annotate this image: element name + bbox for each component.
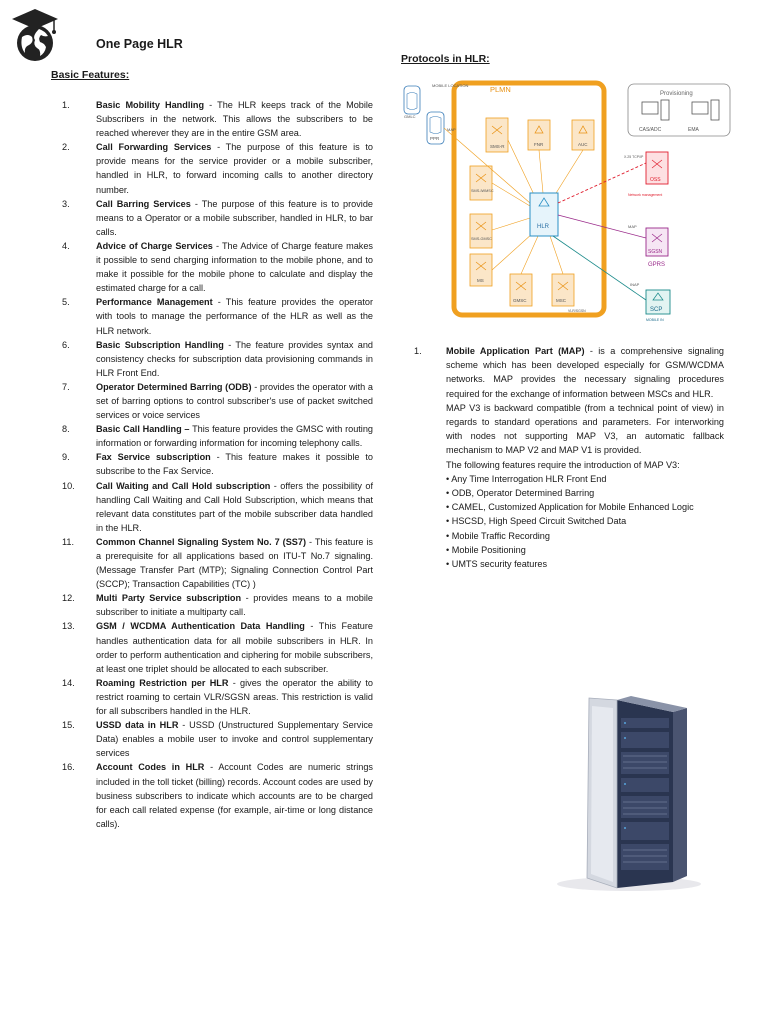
list-item: • UMTS security features: [446, 559, 548, 570]
sms-iwmsc-label: SMS-IWMSC: [471, 189, 494, 193]
feature-number: 14.: [62, 677, 75, 688]
basic-features-list: [62, 98, 373, 831]
map-v3-feature-list: [446, 472, 724, 571]
feature-title: Account Codes in HLR: [96, 762, 205, 773]
ms-label: MS: [477, 278, 484, 283]
feature-item: [62, 338, 373, 380]
auc-label: AUC: [578, 142, 588, 147]
feature-text: - The HLR keeps track of the Mobile Subscribers in the network. This allows the subscribers to be reached wherever they are in the entire GSM area.: [96, 100, 374, 139]
svg-text:INAP: INAP: [630, 282, 640, 287]
feature-title: Performance Management: [96, 297, 213, 308]
feature-number: 16.: [62, 762, 75, 773]
feature-title: Roaming Restriction per HLR: [96, 677, 229, 688]
feature-number: 15.: [62, 720, 75, 731]
mobile-location-label: MOBILE LOCATION: [432, 83, 469, 88]
feature-text: - This feature provides the operator with tools to manage the performance of the HLR as well as the HLR network.: [96, 297, 373, 336]
feature-title: Operator Determined Barring (ODB): [96, 381, 252, 392]
feature-number: 5.: [62, 297, 70, 308]
server-rack-image: [549, 692, 703, 892]
feature-title: Call Forwarding Services: [96, 142, 212, 153]
document-title: One Page HLR: [96, 37, 183, 51]
smsr-label: SMS-R: [490, 144, 505, 149]
feature-item: [62, 239, 373, 295]
gmsc-label: GMSC: [513, 298, 527, 303]
ppr-label: PPR: [430, 136, 440, 141]
feature-text: - provides means to a mobile subscriber to initiate a multiparty call.: [96, 593, 373, 618]
svg-text:MAP: MAP: [447, 127, 456, 132]
feature-item: [62, 591, 373, 619]
feature-number: 10.: [62, 480, 75, 491]
map-bullets-intro: The following features require the introduction of MAP V3:: [446, 459, 680, 470]
list-item: • CAMEL, Customized Application for Mobile Enhanced Logic: [446, 502, 694, 513]
sms-iwmsc-node: [470, 166, 492, 200]
scp-label: SCP: [650, 307, 663, 313]
list-item: • HSCSD, High Speed Circuit Switched Data: [446, 516, 627, 527]
feature-text: - The feature provides syntax and consistency checks for subscription data provisioning commands in HLR Front End.: [96, 339, 374, 378]
svg-text:X.25 TCP/IP: X.25 TCP/IP: [624, 155, 644, 159]
feature-title: USSD data in HLR: [96, 720, 179, 731]
cas-adc-label: CAS/ADC: [639, 127, 662, 133]
hlr-label: HLR: [537, 224, 550, 230]
plmn-label: PLMN: [490, 85, 511, 94]
feature-number: 2.: [62, 142, 70, 153]
gmlc-label: GMLC: [404, 114, 416, 119]
feature-item: [62, 380, 373, 422]
feature-item: [62, 479, 373, 535]
feature-text: - This Feature handles authentication data for all mobile subscribers in HLR. In order to perform authentication and ciphering for mobile subscribers, at least one triplet should be allocated to each subscriber.: [96, 621, 373, 674]
feature-item: [62, 718, 373, 760]
feature-title: Basic Call Handling –: [96, 424, 190, 435]
feature-number: 9.: [62, 452, 70, 463]
feature-text: - The purpose of this feature is to provide means to a Operator or a mobile subscriber, handled in HLR, to bar calls.: [96, 198, 373, 237]
feature-title: Fax Service subscription: [96, 452, 211, 463]
feature-number: 4.: [62, 240, 70, 251]
feature-item: [62, 760, 373, 830]
network-mgmt-label: Network management: [628, 193, 663, 197]
feature-title: Call Barring Services: [96, 198, 191, 209]
feature-text: - This feature makes it possible to subscribe to the Fax Service.: [96, 452, 373, 477]
msc-label: MSC: [556, 298, 566, 303]
feature-title: Advice of Charge Services: [96, 240, 213, 251]
feature-number: 13.: [62, 621, 75, 632]
feature-text: - The purpose of this feature is to provide means for the service provider or a mobile subscriber, handled in HLR, to forward incoming calls to another directory number.: [96, 142, 373, 195]
list-item: • Any Time Interrogation HLR Front End: [446, 473, 607, 484]
feature-item: [62, 295, 373, 337]
feature-number: 3.: [62, 198, 70, 209]
mobile-in-label: MOBILE IN: [646, 318, 664, 322]
map-title: Mobile Application Part (MAP): [446, 346, 585, 356]
feature-text: - provides the operator with a set of barring options to control subscriber's use of packet switched services or voice services: [96, 381, 373, 421]
feature-text: - Account Codes are numeric strings included in the toll ticket (billing) records. Account codes are used by business subscribers to indicate which accounts are to be charged for each call related expense (for example, air-time or long distance calls).: [96, 762, 373, 829]
feature-number: 7.: [62, 381, 70, 392]
sms-gmsc-label: SMS-GMSC: [471, 237, 492, 241]
fnr-label: FNR: [534, 142, 544, 147]
svg-text:MAP: MAP: [628, 224, 637, 229]
feature-item: [62, 197, 373, 239]
feature-text: - USSD (Unstructured Supplementary Service Data) enables a mobile user to invoke and control supplementary services: [96, 720, 373, 759]
graduation-globe-logo: [8, 5, 62, 63]
vlr-label: VLR/SGSN: [568, 309, 586, 313]
map-section: [414, 344, 724, 571]
feature-item: [62, 422, 373, 450]
oss-label: OSS: [650, 177, 661, 183]
list-item: • ODB, Operator Determined Barring: [446, 488, 595, 499]
feature-title: Basic Mobility Handling: [96, 100, 205, 110]
hlr-protocols-diagram: [398, 78, 734, 326]
feature-item: [62, 450, 373, 478]
list-item: • Mobile Positioning: [446, 544, 526, 555]
sms-gmsc-node: [470, 214, 492, 248]
feature-number: 8.: [62, 424, 70, 435]
feature-text: - offers the possibility of handling Call Waiting and Call Hold Subscription, which means that relevant data constitutes part of the mobile subscriber data handled in the HLR.: [96, 480, 373, 533]
ema-label: EMA: [688, 127, 699, 133]
map-number: 1.: [414, 346, 422, 356]
feature-number: 11.: [62, 536, 75, 547]
feature-title: GSM / WCDMA Authentication Data Handling: [96, 621, 305, 632]
feature-text: This feature provides the GMSC with routing information or forwarding information for incoming telephony calls.: [96, 424, 373, 449]
feature-title: Basic Subscription Handling: [96, 339, 224, 350]
feature-item: [62, 535, 373, 591]
map-intro: - is a comprehensive signaling scheme which has been developed especially for GSM/WCDMA networks. MAP provides the necessary signaling procedures required for the exchange of information between MSCs and HLR.: [446, 346, 724, 399]
feature-text: - gives the operator the ability to restrict roaming to certain VLR/SGSN areas. This restriction is valid for all subscribers handled in the HLR.: [96, 677, 373, 717]
feature-text: - The Advice of Charge feature makes it possible to send charging information to the mobile phone, and to make it possible for the mobile phone to calculate and display the estimated charge for a call.: [96, 240, 373, 294]
feature-item: [62, 676, 373, 718]
feature-number: 12.: [62, 593, 75, 604]
feature-text: - This feature is a prerequisite for all applications based on ITU-T No.7 signaling. (Message Transfer Part (MTP); Signaling Connection Control Part (SCCP); Transaction Capabilities (TC) ): [96, 536, 373, 590]
basic-features-heading: Basic Features:: [51, 69, 130, 81]
feature-number: 1.: [62, 100, 70, 110]
feature-item: [62, 140, 373, 196]
feature-number: 6.: [62, 339, 70, 350]
list-item: • Mobile Traffic Recording: [446, 530, 550, 541]
protocols-heading: Protocols in HLR:: [401, 53, 490, 65]
map-v3-paragraph: MAP V3 is backward compatible (from a technical point of view) in regards to standard operations and parameters. For interworking with nodes not supporting MAP V3, an automatic fallback mechanism to MAP V2 and MAP V1 is provided.: [446, 402, 724, 456]
feature-item: [62, 619, 373, 675]
gprs-label: GPRS: [648, 262, 666, 268]
feature-title: Call Waiting and Call Hold subscription: [96, 480, 271, 491]
feature-item: [62, 98, 373, 140]
sgsn-label: SGSN: [648, 249, 663, 255]
feature-title: Common Channel Signaling System No. 7 (SS7): [96, 536, 306, 547]
feature-title: Multi Party Service subscription: [96, 593, 242, 604]
provisioning-label: Provisioning: [660, 91, 693, 97]
